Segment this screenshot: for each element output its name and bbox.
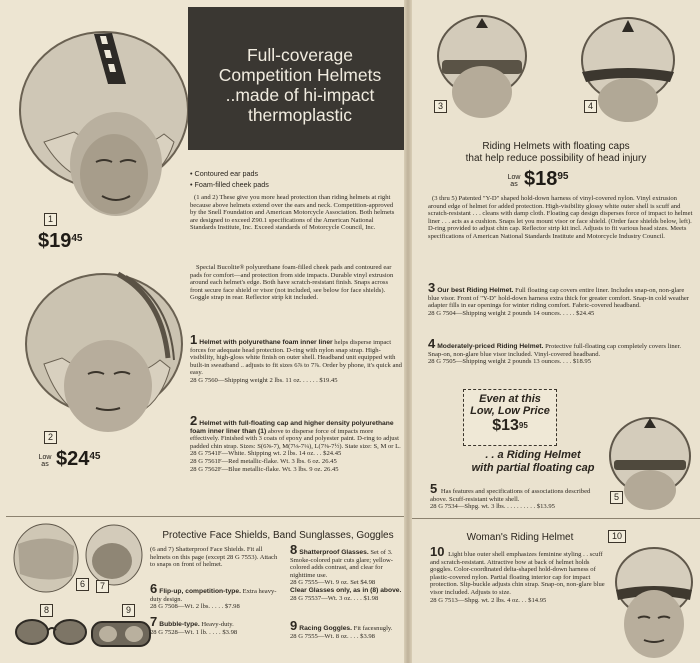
item-number-badge: 3 xyxy=(434,100,447,113)
order-line: 28 G 7561F—Red metallic-flake. Wt. 3 lbs. 6 oz. 26.45 xyxy=(190,457,337,465)
order-line: 28 G 7528—Wt. 1 lb. . . . . $3.98 xyxy=(150,628,238,636)
riding-description: (3 thru 5) Patented "Y-D" shaped hold-down harness of vinyl-covered nylon. Vinyl extrusion around edge of helmet for added protection. High-visibility glossy white outer shell is scuff and scratch-resistant . . . cleans with damp cloth. Floating cap design disperses force of impact to helmet liner . . . acts as a cushion. Snaps let you mount visor or face shield. (Order face shields below, left). D-ring provided to adjust chin cap. Reflector strip kit incl. Adjusts to fit various head sizes. Meets specifications of American National Standards Institute and Motorcycle Industry Council. xyxy=(428,195,693,240)
item-3-description xyxy=(428,280,694,317)
helmet-photo-3 xyxy=(432,10,532,125)
item-number: 1 xyxy=(190,332,198,347)
item-heading: Bubble-type. xyxy=(159,621,200,628)
item-text: Light blue outer shell emphasizes feminine styling . . scuff and scratch-resistant. Attractive bow at back of helmet holds goggles. Color-coordinated delta-shaped hold-down harness of plastic-covered nylon. Partial floating interior cap for impact protection. Slip-buckle adjusts chin strap. Snap-on, non-glare blue visor included. Adjusts to size. xyxy=(430,551,605,596)
intro-text: (1 and 2) These give you more head protection than riding helmets at right because above helmets extend over the ears and neck. Competition-approved by the Snell Foundation and American Motorcycle Association. Both helmets are designed to exceed Z90.1 specifications of the American National Standards Institute, Inc. Exceed standards of Motorcycle Council, Inc. xyxy=(190,194,395,232)
price-low-as: Low as xyxy=(38,453,52,468)
item-10-description xyxy=(430,544,606,604)
price-helmet-1 xyxy=(38,230,83,253)
item-number: 4 xyxy=(428,336,436,351)
item-number-badge: 1 xyxy=(44,213,57,226)
item-text: Fit facesnugly. xyxy=(353,625,393,632)
item-text: Protective full-floating cap completely covers liner. Snap-on, non-glare blue visor included. Vinyl-covered headband. xyxy=(428,343,682,358)
item-text: Set of 3. Smoke-colored pair cuts glare; yellow-colored adds contrast, and clear for nighttime use. xyxy=(290,549,393,579)
item-number: 6 xyxy=(150,581,158,596)
helmet-photo-10 xyxy=(608,540,696,663)
item-text: above to disperse force of impacts more effectively. Finished with 3 coats of epoxy and polyester paint. D-ring to adjust padded chin strap. Sizes: S(6⅝-7), M(7⅛-7¼), L(7⅜-7½). State size: S, M or L. xyxy=(190,427,401,450)
item-number: 2 xyxy=(190,413,198,428)
riding-title-2: that help reduce possibility of head injury xyxy=(465,153,647,164)
item-number: 7 xyxy=(150,614,158,629)
item-heading: Shatterproof Glasses. xyxy=(299,549,369,556)
item-number: 5 xyxy=(430,481,438,496)
feature-item: • Foam-filled cheek pads xyxy=(190,179,400,190)
item-heading: Helmet with full-floating cap and higher density polyurethane foam inner liner than (1) xyxy=(190,420,394,435)
item-number-badge: 9 xyxy=(122,604,135,617)
item-number-badge: 7 xyxy=(96,580,109,593)
item-5-description xyxy=(430,481,605,511)
item-heading: Racing Goggles. xyxy=(299,625,352,632)
price-dollars: $19 xyxy=(38,230,72,252)
intro-text-2: Special Bucolite® polyurethane foam-filled cheek pads and contoured ear pads for comfort—and protection from side impacts. Durable vinyl extrusion around each helmet's edge. Both have scratch-resistant finish. Snaps across front secure face shield or visor (not included, see below for face shields). Goggle strap in rear. Reflector strip kit included. xyxy=(190,264,394,302)
item-2-description xyxy=(190,413,402,473)
promo-tag-2: with partial floating cap xyxy=(471,462,595,474)
item-6-description xyxy=(150,581,282,611)
order-line: 28 G 7560—Shipping weight 2 lbs. 11 oz. . . . . . $19.45 xyxy=(190,376,338,384)
order-line: 28 G 7562F—Blue metallic-flake. Wt. 3 lbs. 9 oz. 26.45 xyxy=(190,465,339,473)
item-9-description xyxy=(290,618,404,640)
price-cents: 95 xyxy=(557,171,569,182)
helmet-photo-1 xyxy=(14,24,190,224)
page-gutter xyxy=(404,0,412,663)
title-line-3: ..made of hi-impact xyxy=(225,85,375,105)
goggles-photo-9 xyxy=(88,612,154,659)
face-shield-photo-7 xyxy=(82,521,146,594)
promo-tag-1: . . a Riding Helmet xyxy=(485,449,581,461)
item-number-badge: 6 xyxy=(76,578,89,591)
price-dollars: $24 xyxy=(56,448,90,470)
order-line: 28 G 7534—Shpg. wt. 3 lbs. . . . . . . . . . $13.95 xyxy=(430,503,555,511)
item-7-description xyxy=(150,614,282,636)
riding-title-1: Riding Helmets with floating caps xyxy=(482,141,630,152)
item-heading: Our best Riding Helmet. xyxy=(437,287,514,294)
order-line: 28 G 75537—Wt. 3 oz. . . . $1.98 xyxy=(290,594,379,602)
order-line: 28 G 7504—Shipping weight 2 pounds 14 ounces. . . . . $24.45 xyxy=(428,309,595,317)
title-line-4: thermoplastic xyxy=(247,105,353,125)
item-number-badge: 4 xyxy=(584,100,597,113)
price-cents: 45 xyxy=(71,233,83,244)
item-number: 10 xyxy=(430,544,445,559)
order-line: 28 G 7508—Wt. 2 lbs. . . . . $7.98 xyxy=(150,603,240,611)
price-cents: 95 xyxy=(518,421,528,430)
item-number: 8 xyxy=(290,542,298,557)
promo-line-2: Low, Low Price xyxy=(470,405,550,417)
item-heading: Flip-up, competition-type. xyxy=(159,588,241,595)
order-line: 28 G 7505—Shipping weight 2 pounds 13 ounces. . . . $18.95 xyxy=(428,358,592,366)
item-text: Full floating cap covers entire liner. Includes snap-on, non-glare blue visor. Front of "Y-D" hold-down harness extra thick for greater comfort. Snap-in cold weather adapter fills in ear openings for winter riding comfort. Fabric-covered headband. xyxy=(428,287,690,310)
promo-line-1: Even at this xyxy=(479,393,541,405)
feature-list xyxy=(190,168,400,190)
order-line: 28 G 7555—Wt. 9 oz. Set $4.98 xyxy=(290,579,376,587)
title-box xyxy=(188,7,404,150)
item-text: Heavy-duty. xyxy=(201,621,234,628)
promo-price-box xyxy=(463,389,557,446)
promo-price xyxy=(464,417,556,435)
section-divider xyxy=(412,518,700,519)
item-8-description xyxy=(290,542,404,602)
item-heading: Helmet with polyurethane foam inner liner xyxy=(199,339,333,346)
item-1-description xyxy=(190,332,402,385)
item-number: 3 xyxy=(428,280,436,295)
order-line: Clear Glasses only, as in (8) above. xyxy=(290,586,402,594)
item-4-description xyxy=(428,336,694,366)
price-dollars: $13 xyxy=(492,417,519,434)
item-number-badge: 8 xyxy=(40,604,53,617)
item-text: Has features and specifications of associations described above. Scuff-resistant white shell. xyxy=(430,488,591,503)
price-low-as: Low as xyxy=(507,173,521,188)
item-heading: Moderately-priced Riding Helmet. xyxy=(437,343,544,350)
shields-section-title: Protective Face Shields, Band Sunglasses, Goggles xyxy=(162,530,394,541)
price-riding-helmets xyxy=(506,168,569,191)
item-number-badge: 5 xyxy=(610,491,623,504)
section-divider xyxy=(6,516,404,517)
order-line: 28 G 7541F—White. Shipping wt. 2 lbs. 14 oz. . . $24.45 xyxy=(190,450,342,458)
title-line-2: Competition Helmets xyxy=(218,65,382,85)
feature-item: • Contoured ear pads xyxy=(190,168,400,179)
helmet-photo-2 xyxy=(22,268,184,438)
promo-tagline xyxy=(463,449,603,475)
item-text: Extra heavy-duty design. xyxy=(150,588,277,603)
price-dollars: $18 xyxy=(524,168,558,190)
face-shield-photo-6 xyxy=(8,518,80,601)
price-cents: 45 xyxy=(89,451,101,462)
item-number-badge: 2 xyxy=(44,431,57,444)
order-line: 28 G 7555—Wt. 8 oz. . . . $3.98 xyxy=(290,632,375,640)
item-number-badge: 10 xyxy=(608,530,626,543)
order-line: 28 G 7513—Shpg. wt. 2 lbs. 4 oz. . . $14.95 xyxy=(430,596,547,604)
title-line-1: Full-coverage xyxy=(246,45,354,65)
item-text: helps disperse impact forces for adequate head protection. D-ring with nylon snap strap. High-visibility, high-gloss white finish on outer shell. Headband unit equipped with built-in sweatband .. adjusts to fit sizes 6⅞ to 7⅞. Order by phone, it's quick and easy. xyxy=(190,339,402,377)
price-helmet-2 xyxy=(36,448,101,471)
shields-intro: (6 and 7) Shatterproof Face Shields. Fit all helmets on this page (except 28 G 7553). Attach to snaps on front of helmet. xyxy=(150,546,278,569)
woman-helmet-title: Woman's Riding Helmet xyxy=(466,532,574,543)
item-number: 9 xyxy=(290,618,298,633)
